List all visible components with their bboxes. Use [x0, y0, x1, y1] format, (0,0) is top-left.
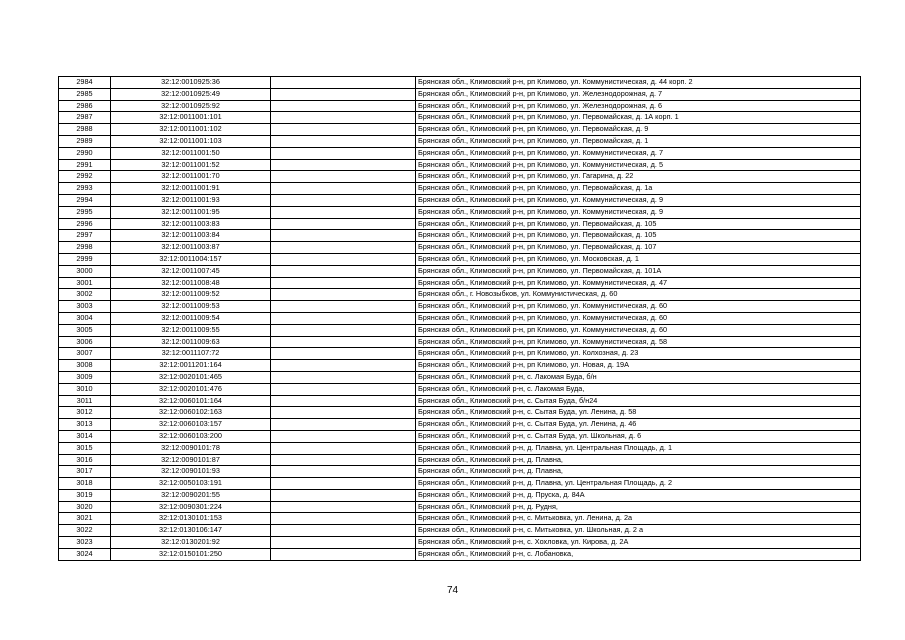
- empty-cell: [271, 336, 416, 348]
- table-row: [59, 360, 861, 372]
- table-row: [59, 312, 861, 324]
- cadastral-number-cell: 32:12:0011009:52: [111, 289, 271, 301]
- address-cell: Брянская обл., Климовский р-н, с. Митьковка, ул. Ленина, д. 2а: [416, 513, 861, 525]
- row-number-cell: 3017: [59, 466, 111, 478]
- empty-cell: [271, 77, 416, 89]
- empty-cell: [271, 478, 416, 490]
- table-row: [59, 277, 861, 289]
- empty-cell: [271, 442, 416, 454]
- cadastral-number-cell: 32:12:0011003:87: [111, 242, 271, 254]
- table-row: [59, 442, 861, 454]
- cadastral-number-cell: 32:12:0011007:45: [111, 265, 271, 277]
- address-cell: Брянская обл., Климовский р-н, рп Климово, ул. Коммунистическая, д. 60: [416, 324, 861, 336]
- row-number-cell: 3008: [59, 360, 111, 372]
- empty-cell: [271, 253, 416, 265]
- table-row: [59, 159, 861, 171]
- cadastral-number-cell: 32:12:0090201:55: [111, 489, 271, 501]
- table-row: [59, 525, 861, 537]
- table-row: [59, 478, 861, 490]
- empty-cell: [271, 230, 416, 242]
- table-row: [59, 253, 861, 265]
- row-number-cell: 3003: [59, 301, 111, 313]
- address-cell: Брянская обл., Климовский р-н, д. Плавна, ул. Центральная Площадь, д. 2: [416, 478, 861, 490]
- cadastral-number-cell: 32:12:0011001:93: [111, 194, 271, 206]
- row-number-cell: 3006: [59, 336, 111, 348]
- address-cell: Брянская обл., Климовский р-н, рп Климово, ул. Первомайская, д. 105: [416, 230, 861, 242]
- address-cell: Брянская обл., Климовский р-н, рп Климово, ул. Коммунистическая, д. 9: [416, 206, 861, 218]
- address-cell: Брянская обл., Климовский р-н, рп Климово, ул. Гагарина, д. 22: [416, 171, 861, 183]
- empty-cell: [271, 100, 416, 112]
- address-cell: Брянская обл., Климовский р-н, с. Лобановка,: [416, 548, 861, 560]
- row-number-cell: 2988: [59, 124, 111, 136]
- table-row: [59, 218, 861, 230]
- table-row: [59, 537, 861, 549]
- table-row: [59, 194, 861, 206]
- cadastral-number-cell: 32:12:0011003:83: [111, 218, 271, 230]
- row-number-cell: 2989: [59, 135, 111, 147]
- cadastral-number-cell: 32:12:0011009:63: [111, 336, 271, 348]
- table-row: [59, 77, 861, 89]
- row-number-cell: 2986: [59, 100, 111, 112]
- address-cell: Брянская обл., Климовский р-н, рп Климово, ул. Коммунистическая, д. 9: [416, 194, 861, 206]
- empty-cell: [271, 548, 416, 560]
- table-row: [59, 147, 861, 159]
- cadastral-number-cell: 32:12:0010925:92: [111, 100, 271, 112]
- empty-cell: [271, 312, 416, 324]
- row-number-cell: 2987: [59, 112, 111, 124]
- table-row: [59, 301, 861, 313]
- address-cell: Брянская обл., Климовский р-н, с. Сытая Буда, ул. Ленина, д. 58: [416, 407, 861, 419]
- row-number-cell: 3007: [59, 348, 111, 360]
- cadastral-number-cell: 32:12:0011009:54: [111, 312, 271, 324]
- row-number-cell: 2994: [59, 194, 111, 206]
- table-row: [59, 183, 861, 195]
- row-number-cell: 2996: [59, 218, 111, 230]
- empty-cell: [271, 124, 416, 136]
- cadastral-number-cell: 32:12:0050103:191: [111, 478, 271, 490]
- cadastral-number-cell: 32:12:0011001:50: [111, 147, 271, 159]
- empty-cell: [271, 466, 416, 478]
- row-number-cell: 3022: [59, 525, 111, 537]
- address-cell: Брянская обл., Климовский р-н, рп Климово, ул. Коммунистическая, д. 7: [416, 147, 861, 159]
- table-row: [59, 230, 861, 242]
- cadastral-number-cell: 32:12:0011004:157: [111, 253, 271, 265]
- row-number-cell: 3019: [59, 489, 111, 501]
- row-number-cell: 3024: [59, 548, 111, 560]
- cadastral-number-cell: 32:12:0060101:164: [111, 395, 271, 407]
- empty-cell: [271, 171, 416, 183]
- address-cell: Брянская обл., Климовский р-н, рп Климово, ул. Первомайская, д. 101А: [416, 265, 861, 277]
- cadastral-number-cell: 32:12:0011001:103: [111, 135, 271, 147]
- cadastral-number-cell: 32:12:0020101:476: [111, 383, 271, 395]
- table-row: [59, 88, 861, 100]
- table-row: [59, 489, 861, 501]
- empty-cell: [271, 513, 416, 525]
- empty-cell: [271, 395, 416, 407]
- cadastral-number-cell: 32:12:0060102:163: [111, 407, 271, 419]
- row-number-cell: 2992: [59, 171, 111, 183]
- table-row: [59, 419, 861, 431]
- address-cell: Брянская обл., Климовский р-н, д. Рудня,: [416, 501, 861, 513]
- empty-cell: [271, 383, 416, 395]
- address-cell: Брянская обл., Климовский р-н, рп Климово, ул. Коммунистическая, д. 60: [416, 312, 861, 324]
- address-cell: Брянская обл., Климовский р-н, с. Сытая Буда, ул. Школьная, д. 6: [416, 430, 861, 442]
- table-row: [59, 289, 861, 301]
- cadastral-number-cell: 32:12:0011009:53: [111, 301, 271, 313]
- row-number-cell: 2997: [59, 230, 111, 242]
- cadastral-number-cell: 32:12:0130101:153: [111, 513, 271, 525]
- row-number-cell: 2999: [59, 253, 111, 265]
- address-cell: Брянская обл., Климовский р-н, рп Климово, ул. Коммунистическая, д. 47: [416, 277, 861, 289]
- table-row: [59, 265, 861, 277]
- table-row: [59, 112, 861, 124]
- row-number-cell: 3016: [59, 454, 111, 466]
- row-number-cell: 2998: [59, 242, 111, 254]
- cadastral-number-cell: 32:12:0011107:72: [111, 348, 271, 360]
- row-number-cell: 3014: [59, 430, 111, 442]
- cadastral-number-cell: 32:12:0011201:164: [111, 360, 271, 372]
- empty-cell: [271, 183, 416, 195]
- empty-cell: [271, 194, 416, 206]
- cadastral-number-cell: 32:12:0060103:157: [111, 419, 271, 431]
- address-cell: Брянская обл., Климовский р-н, рп Климово, ул. Коммунистическая, д. 44 корп. 2: [416, 77, 861, 89]
- row-number-cell: 3013: [59, 419, 111, 431]
- empty-cell: [271, 430, 416, 442]
- address-cell: Брянская обл., Климовский р-н, с. Хохловка, ул. Кирова, д. 2А: [416, 537, 861, 549]
- empty-cell: [271, 301, 416, 313]
- address-cell: Брянская обл., Климовский р-н, рп Климово, ул. Первомайская, д. 9: [416, 124, 861, 136]
- address-cell: Брянская обл., Климовский р-н, с. Сытая Буда, ул. Ленина, д. 46: [416, 419, 861, 431]
- address-cell: Брянская обл., Климовский р-н, с. Лакомая Буда, б/н: [416, 371, 861, 383]
- empty-cell: [271, 371, 416, 383]
- cadastral-number-cell: 32:12:0090101:87: [111, 454, 271, 466]
- address-cell: Брянская обл., Климовский р-н, рп Климово, ул. Первомайская, д. 105: [416, 218, 861, 230]
- address-cell: Брянская обл., Климовский р-н, рп Климово, ул. Коммунистическая, д. 58: [416, 336, 861, 348]
- table-row: [59, 371, 861, 383]
- cadastral-number-cell: 32:12:0011001:70: [111, 171, 271, 183]
- address-cell: Брянская обл., Климовский р-н, д. Пруска, д. 84А: [416, 489, 861, 501]
- empty-cell: [271, 454, 416, 466]
- row-number-cell: 2990: [59, 147, 111, 159]
- empty-cell: [271, 265, 416, 277]
- row-number-cell: 2995: [59, 206, 111, 218]
- row-number-cell: 3010: [59, 383, 111, 395]
- empty-cell: [271, 348, 416, 360]
- row-number-cell: 3004: [59, 312, 111, 324]
- empty-cell: [271, 159, 416, 171]
- cadastral-number-cell: 32:12:0011001:52: [111, 159, 271, 171]
- address-cell: Брянская обл., Климовский р-н, рп Климово, ул. Коммунистическая, д. 5: [416, 159, 861, 171]
- table-row: [59, 135, 861, 147]
- row-number-cell: 3018: [59, 478, 111, 490]
- address-cell: Брянская обл., Климовский р-н, д. Плавна,: [416, 466, 861, 478]
- table-row: [59, 513, 861, 525]
- empty-cell: [271, 206, 416, 218]
- cadastral-number-cell: 32:12:0090101:93: [111, 466, 271, 478]
- empty-cell: [271, 501, 416, 513]
- row-number-cell: 2991: [59, 159, 111, 171]
- row-number-cell: 3000: [59, 265, 111, 277]
- table-row: [59, 466, 861, 478]
- empty-cell: [271, 360, 416, 372]
- page-number: 74: [446, 585, 459, 596]
- empty-cell: [271, 289, 416, 301]
- address-cell: Брянская обл., Климовский р-н, рп Климово, ул. Коммунистическая, д. 60: [416, 301, 861, 313]
- row-number-cell: 3011: [59, 395, 111, 407]
- row-number-cell: 3002: [59, 289, 111, 301]
- row-number-cell: 2984: [59, 77, 111, 89]
- address-cell: Брянская обл., Климовский р-н, с. Митьковка, ул. Школьная, д. 2 а: [416, 525, 861, 537]
- table-row: [59, 206, 861, 218]
- table-row: [59, 501, 861, 513]
- empty-cell: [271, 324, 416, 336]
- cadastral-number-cell: 32:12:0090301:224: [111, 501, 271, 513]
- table-row: [59, 407, 861, 419]
- table-row: [59, 242, 861, 254]
- cadastral-number-cell: 32:12:0011003:84: [111, 230, 271, 242]
- row-number-cell: 3023: [59, 537, 111, 549]
- table-row: [59, 548, 861, 560]
- address-cell: Брянская обл., Климовский р-н, рп Климово, ул. Новая, д. 19А: [416, 360, 861, 372]
- address-cell: Брянская обл., г. Новозыбков, ул. Коммунистическая, д. 60: [416, 289, 861, 301]
- table-row: [59, 124, 861, 136]
- address-cell: Брянская обл., Климовский р-н, д. Плавна, ул. Центральная Площадь, д. 1: [416, 442, 861, 454]
- address-cell: Брянская обл., Климовский р-н, с. Лакомая Буда,: [416, 383, 861, 395]
- address-cell: Брянская обл., Климовский р-н, рп Климово, ул. Колхозная, д. 23: [416, 348, 861, 360]
- empty-cell: [271, 277, 416, 289]
- address-cell: Брянская обл., Климовский р-н, рп Климово, ул. Первомайская, д. 1: [416, 135, 861, 147]
- address-cell: Брянская обл., Климовский р-н, с. Сытая Буда, б/н24: [416, 395, 861, 407]
- row-number-cell: 3021: [59, 513, 111, 525]
- cadastral-number-cell: 32:12:0010925:36: [111, 77, 271, 89]
- cadastral-number-cell: 32:12:0011009:55: [111, 324, 271, 336]
- table-row: [59, 395, 861, 407]
- empty-cell: [271, 407, 416, 419]
- address-cell: Брянская обл., Климовский р-н, рп Климово, ул. Первомайская, д. 1а: [416, 183, 861, 195]
- row-number-cell: 3009: [59, 371, 111, 383]
- cadastral-number-cell: 32:12:0010925:49: [111, 88, 271, 100]
- table-row: [59, 171, 861, 183]
- empty-cell: [271, 112, 416, 124]
- address-cell: Брянская обл., Климовский р-н, рп Климово, ул. Первомайская, д. 1А корп. 1: [416, 112, 861, 124]
- empty-cell: [271, 489, 416, 501]
- row-number-cell: 3012: [59, 407, 111, 419]
- cadastral-number-cell: 32:12:0011001:91: [111, 183, 271, 195]
- empty-cell: [271, 88, 416, 100]
- row-number-cell: 3020: [59, 501, 111, 513]
- address-cell: Брянская обл., Климовский р-н, д. Плавна,: [416, 454, 861, 466]
- empty-cell: [271, 242, 416, 254]
- table-row: [59, 383, 861, 395]
- address-cell: Брянская обл., Климовский р-н, рп Климово, ул. Первомайская, д. 107: [416, 242, 861, 254]
- empty-cell: [271, 218, 416, 230]
- table-body: [59, 77, 861, 561]
- row-number-cell: 3001: [59, 277, 111, 289]
- cadastral-number-cell: 32:12:0020101:465: [111, 371, 271, 383]
- row-number-cell: 2993: [59, 183, 111, 195]
- cadastral-number-cell: 32:12:0011001:102: [111, 124, 271, 136]
- empty-cell: [271, 537, 416, 549]
- row-number-cell: 2985: [59, 88, 111, 100]
- cadastral-number-cell: 32:12:0011008:48: [111, 277, 271, 289]
- cadastral-number-cell: 32:12:0150101:250: [111, 548, 271, 560]
- cadastral-number-cell: 32:12:0130106:147: [111, 525, 271, 537]
- cadastral-number-cell: 32:12:0130201:92: [111, 537, 271, 549]
- address-cell: Брянская обл., Климовский р-н, рп Климово, ул. Железнодорожная, д. 6: [416, 100, 861, 112]
- cadastral-number-cell: 32:12:0090101:78: [111, 442, 271, 454]
- table-row: [59, 454, 861, 466]
- table-row: [59, 336, 861, 348]
- address-cell: Брянская обл., Климовский р-н, рп Климово, ул. Железнодорожная, д. 7: [416, 88, 861, 100]
- cadastral-number-cell: 32:12:0011001:101: [111, 112, 271, 124]
- table-row: [59, 324, 861, 336]
- empty-cell: [271, 525, 416, 537]
- cadastral-number-cell: 32:12:0011001:95: [111, 206, 271, 218]
- address-cell: Брянская обл., Климовский р-н, рп Климово, ул. Московская, д. 1: [416, 253, 861, 265]
- property-registry-table: [58, 76, 861, 561]
- row-number-cell: 3005: [59, 324, 111, 336]
- empty-cell: [271, 135, 416, 147]
- table-row: [59, 430, 861, 442]
- row-number-cell: 3015: [59, 442, 111, 454]
- empty-cell: [271, 147, 416, 159]
- table-row: [59, 100, 861, 112]
- table-row: [59, 348, 861, 360]
- empty-cell: [271, 419, 416, 431]
- cadastral-number-cell: 32:12:0060103:200: [111, 430, 271, 442]
